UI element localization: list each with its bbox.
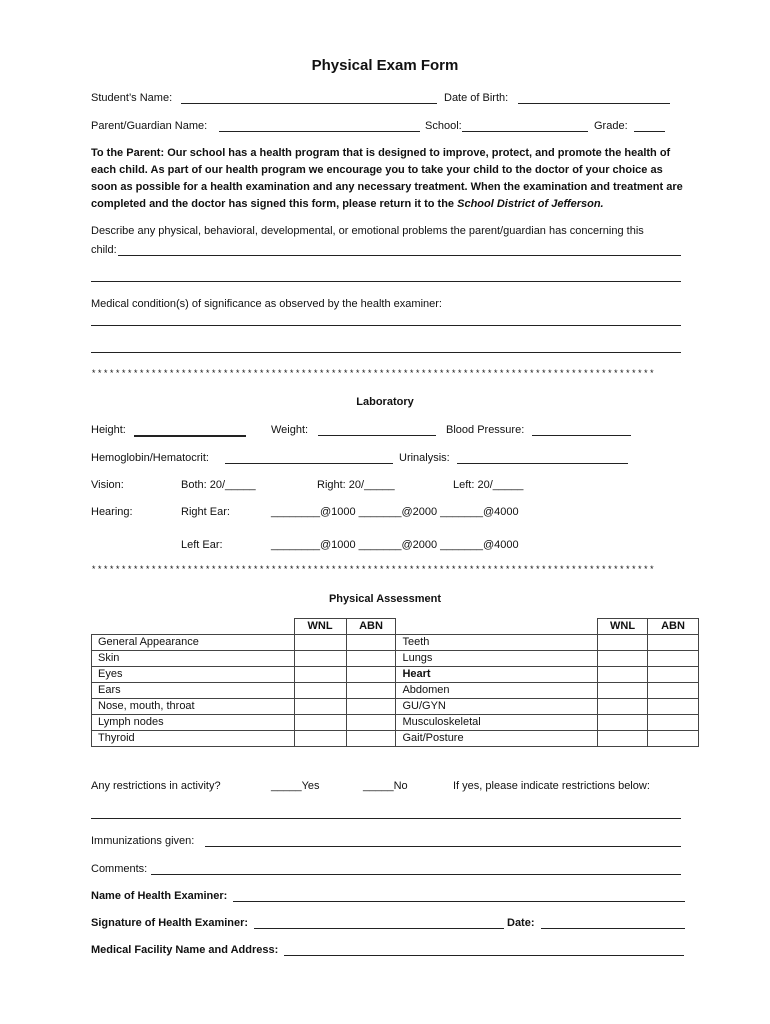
height-label: Height: bbox=[91, 424, 126, 436]
right-item: Teeth bbox=[396, 635, 598, 651]
abn-checkbox[interactable] bbox=[346, 651, 396, 667]
wnl-checkbox[interactable] bbox=[598, 715, 648, 731]
wnl-checkbox[interactable] bbox=[598, 667, 648, 683]
abn-checkbox[interactable] bbox=[346, 715, 396, 731]
abn-header: ABN bbox=[648, 619, 699, 635]
urinalysis-field[interactable] bbox=[457, 463, 628, 464]
bp-field[interactable] bbox=[532, 435, 631, 436]
weight-field[interactable] bbox=[318, 435, 436, 436]
left-item: Nose, mouth, throat bbox=[92, 699, 295, 715]
restrictions-indicate: If yes, please indicate restrictions below: bbox=[453, 780, 650, 792]
comments-field[interactable] bbox=[151, 874, 681, 875]
facility-field[interactable] bbox=[284, 955, 684, 956]
examiner-name-field[interactable] bbox=[233, 901, 685, 902]
medical-line-2[interactable] bbox=[91, 352, 681, 353]
left-item: Thyroid bbox=[92, 731, 295, 747]
vision-both[interactable]: Both: 20/_____ bbox=[181, 479, 256, 491]
describe-line-1[interactable] bbox=[118, 255, 681, 256]
grade-field[interactable] bbox=[634, 131, 665, 132]
right-item: Musculoskeletal bbox=[396, 715, 598, 731]
describe-text: Describe any physical, behavioral, developmental, or emotional problems the parent/guardian has concerning this bbox=[91, 225, 644, 237]
right-item: GU/GYN bbox=[396, 699, 598, 715]
laboratory-heading: Laboratory bbox=[356, 396, 414, 408]
right-item: Lungs bbox=[396, 651, 598, 667]
student-name-field[interactable] bbox=[181, 103, 437, 104]
school-label: School: bbox=[425, 120, 462, 132]
right-ear-label: Right Ear: bbox=[181, 506, 230, 518]
school-field[interactable] bbox=[462, 131, 588, 132]
describe-prompt bbox=[91, 223, 691, 240]
parent-notice-text: To the Parent: Our school has a health program that is designed to improve, protect, and promote the health of each child. As part of our health program we encourage you to take your child to the doctor of your choice as soon as possible for a health examination and any necessary treatment. When the examination and treatment are completed and the doctor has signed this form, please return it to the bbox=[91, 147, 683, 210]
abn-checkbox[interactable] bbox=[648, 635, 699, 651]
left-ear-frequencies[interactable]: ________@1000 _______@2000 _______@4000 bbox=[271, 539, 519, 551]
wnl-checkbox[interactable] bbox=[598, 699, 648, 715]
assessment-table bbox=[91, 618, 699, 747]
abn-header: ABN bbox=[346, 619, 396, 635]
examiner-name-label: Name of Health Examiner: bbox=[91, 890, 228, 902]
wnl-checkbox[interactable] bbox=[294, 715, 346, 731]
abn-checkbox[interactable] bbox=[346, 635, 396, 651]
student-name-label: Student’s Name: bbox=[91, 92, 173, 104]
abn-checkbox[interactable] bbox=[648, 651, 699, 667]
restrictions-line[interactable] bbox=[91, 818, 681, 819]
wnl-header: WNL bbox=[598, 619, 648, 635]
restrictions-yes[interactable]: _____Yes bbox=[271, 780, 320, 792]
abn-checkbox[interactable] bbox=[346, 699, 396, 715]
wnl-checkbox[interactable] bbox=[598, 635, 648, 651]
right-item: Gait/Posture bbox=[396, 731, 598, 747]
examiner-signature-label: Signature of Health Examiner: bbox=[91, 917, 249, 929]
dob-label: Date of Birth: bbox=[444, 92, 509, 104]
guardian-label: Parent/Guardian Name: bbox=[91, 120, 208, 132]
left-item: General Appearance bbox=[92, 635, 295, 651]
table-row bbox=[92, 683, 699, 699]
date-field[interactable] bbox=[541, 928, 685, 929]
table-row bbox=[92, 715, 699, 731]
divider-stars-1: ********************************************************************************************** bbox=[91, 369, 656, 379]
abn-checkbox[interactable] bbox=[648, 715, 699, 731]
table-row bbox=[92, 699, 699, 715]
immunizations-field[interactable] bbox=[205, 846, 681, 847]
vision-right[interactable]: Right: 20/_____ bbox=[317, 479, 395, 491]
wnl-checkbox[interactable] bbox=[294, 731, 346, 747]
page-title: Physical Exam Form bbox=[311, 57, 459, 74]
grade-label: Grade: bbox=[594, 120, 628, 132]
wnl-checkbox[interactable] bbox=[598, 651, 648, 667]
weight-label: Weight: bbox=[271, 424, 309, 436]
wnl-checkbox[interactable] bbox=[294, 635, 346, 651]
wnl-checkbox[interactable] bbox=[294, 683, 346, 699]
abn-checkbox[interactable] bbox=[346, 683, 396, 699]
guardian-field[interactable] bbox=[219, 131, 420, 132]
abn-checkbox[interactable] bbox=[648, 683, 699, 699]
left-item: Ears bbox=[92, 683, 295, 699]
restrictions-no[interactable]: _____No bbox=[363, 780, 408, 792]
abn-checkbox[interactable] bbox=[648, 731, 699, 747]
facility-label: Medical Facility Name and Address: bbox=[91, 944, 279, 956]
hearing-label: Hearing: bbox=[91, 506, 133, 518]
empty-header-cell bbox=[92, 619, 295, 635]
table-row bbox=[92, 635, 699, 651]
right-ear-frequencies[interactable]: ________@1000 _______@2000 _______@4000 bbox=[271, 506, 519, 518]
left-item: Skin bbox=[92, 651, 295, 667]
date-label: Date: bbox=[507, 917, 535, 929]
right-item: Heart bbox=[396, 667, 598, 683]
urinalysis-label: Urinalysis: bbox=[399, 452, 450, 464]
wnl-checkbox[interactable] bbox=[598, 731, 648, 747]
medical-line-1[interactable] bbox=[91, 325, 681, 326]
table-row bbox=[92, 667, 699, 683]
district-name: School District of Jefferson. bbox=[457, 198, 604, 210]
dob-field[interactable] bbox=[518, 103, 670, 104]
assessment-heading: Physical Assessment bbox=[328, 593, 442, 605]
hemo-field[interactable] bbox=[225, 463, 393, 464]
left-ear-label: Left Ear: bbox=[181, 539, 223, 551]
wnl-checkbox[interactable] bbox=[294, 699, 346, 715]
table-header-row bbox=[92, 619, 699, 635]
describe-line-2[interactable] bbox=[91, 281, 681, 282]
hemo-label: Hemoglobin/Hematocrit: bbox=[91, 452, 209, 464]
medical-condition-label: Medical condition(s) of significance as observed by the health examiner: bbox=[91, 298, 442, 310]
abn-checkbox[interactable] bbox=[346, 667, 396, 683]
bp-label: Blood Pressure: bbox=[446, 424, 525, 436]
comments-label: Comments: bbox=[91, 863, 148, 875]
immunizations-label: Immunizations given: bbox=[91, 835, 195, 847]
vision-label: Vision: bbox=[91, 479, 124, 491]
abn-checkbox[interactable] bbox=[648, 699, 699, 715]
table-row bbox=[92, 651, 699, 667]
left-item: Lymph nodes bbox=[92, 715, 295, 731]
parent-notice bbox=[91, 145, 691, 213]
child-label: child: bbox=[91, 244, 117, 256]
height-field[interactable] bbox=[134, 435, 246, 437]
empty-header-cell bbox=[396, 619, 598, 635]
restrictions-question: Any restrictions in activity? bbox=[91, 780, 221, 792]
abn-checkbox[interactable] bbox=[346, 731, 396, 747]
abn-checkbox[interactable] bbox=[648, 667, 699, 683]
right-item: Abdomen bbox=[396, 683, 598, 699]
vision-left[interactable]: Left: 20/_____ bbox=[453, 479, 524, 491]
left-item: Eyes bbox=[92, 667, 295, 683]
wnl-header: WNL bbox=[294, 619, 346, 635]
table-row bbox=[92, 731, 699, 747]
wnl-checkbox[interactable] bbox=[294, 667, 346, 683]
wnl-checkbox[interactable] bbox=[598, 683, 648, 699]
examiner-signature-field[interactable] bbox=[254, 928, 504, 929]
wnl-checkbox[interactable] bbox=[294, 651, 346, 667]
divider-stars-2: ********************************************************************************************** bbox=[91, 565, 656, 575]
